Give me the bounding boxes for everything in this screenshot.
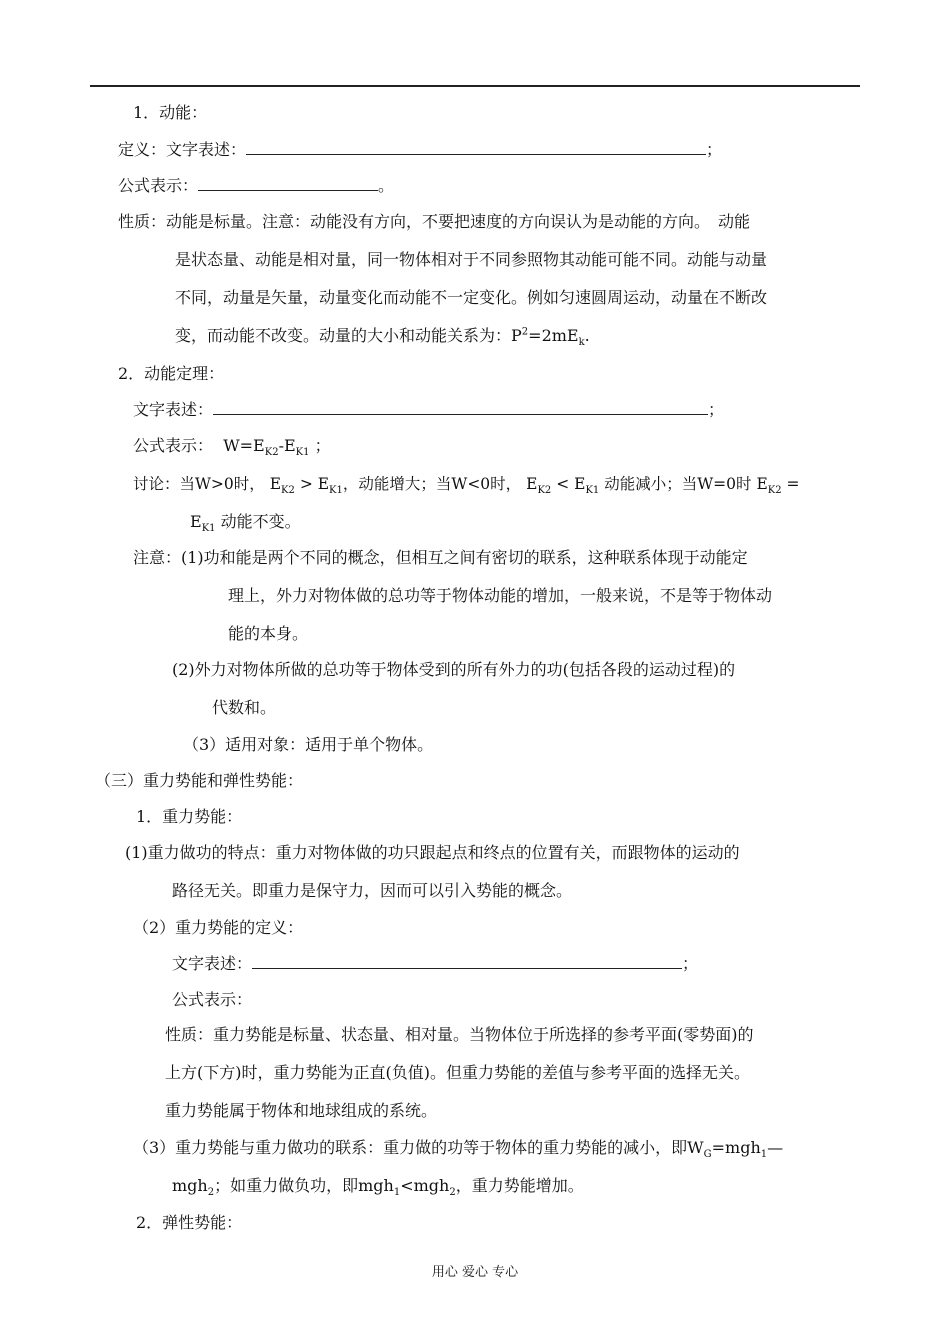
kinetic-property-1: 性质：动能是标量。注意：动能没有方向，不要把速度的方向误认为是动能的方向。 动能 xyxy=(118,212,751,231)
header-rule xyxy=(90,85,860,87)
theorem-note-2b: 代数和。 xyxy=(212,698,277,717)
gravity-property-2: 上方(下方)时，重力势能为正直(负值)。但重力势能的差值与参考平面的选择无关。 xyxy=(165,1063,750,1082)
theorem-title: 2．动能定理： xyxy=(118,364,225,383)
theorem-note-1: 注意：(1)功和能是两个不同的概念，但相互之间有密切的联系，这种联系体现于动能定 xyxy=(133,548,748,567)
page-footer: 用心 爱心 专心 xyxy=(431,1265,519,1280)
theorem-text-line: 文字表述： ； xyxy=(133,400,725,419)
gravity-potential-title: 1．重力势能： xyxy=(136,807,243,826)
kinetic-formula-line: 公式表示： 。 xyxy=(118,176,395,195)
kinetic-definition-line: 定义：文字表述： ； xyxy=(118,140,723,159)
gravity-work-relation-b: mgh$_2$；如重力做负功，即mgh$_1$<mgh$_2$，重力势能增加。 xyxy=(172,1176,584,1199)
potential-section-title: （三）重力势能和弹性势能： xyxy=(95,771,304,790)
gravity-formula-label: 公式表示： xyxy=(172,990,253,1009)
gravity-property-3: 重力势能属于物体和地球组成的系统。 xyxy=(165,1101,438,1120)
theorem-note-1c: 能的本身。 xyxy=(228,624,309,643)
elastic-potential-title: 2．弹性势能： xyxy=(136,1213,243,1232)
gravity-work-relation: （3）重力势能与重力做功的联系：重力做的功等于物体的重力势能的减小，即$W_G=mgh_1—$ xyxy=(133,1138,784,1161)
kinetic-title: 1．动能： xyxy=(133,103,208,122)
gravity-blank[interactable] xyxy=(252,954,682,969)
kinetic-property-2: 是状态量、动能是相对量，同一物体相对于不同参照物其动能可能不同。动能与动量 xyxy=(175,250,768,269)
theorem-note-1b: 理上，外力对物体做的总功等于物体动能的增加，一般来说，不是等于物体动 xyxy=(228,586,773,605)
gravity-work-feature: (1)重力做功的特点：重力对物体做的功只跟起点和终点的位置有关，而跟物体的运动的 xyxy=(125,843,740,862)
theorem-note-3: （3）适用对象：适用于单个物体。 xyxy=(183,735,434,754)
gravity-work-feature-b: 路径无关。即重力是保守力，因而可以引入势能的概念。 xyxy=(172,881,573,900)
theorem-formula-line: 公式表示： $W=E_{K2}-E_{K1}$ ； xyxy=(133,436,331,459)
definition-blank[interactable] xyxy=(246,140,706,155)
gravity-text-line: 文字表述： ； xyxy=(172,954,699,973)
theorem-discussion-2: $E_{K1}$ 动能不变。 xyxy=(190,512,301,535)
gravity-property-1: 性质：重力势能是标量、状态量、相对量。当物体位于所选择的参考平面(零势面)的 xyxy=(165,1025,754,1044)
theorem-discussion-1: 讨论：当W>0时， $E_{K2} > E_{K1}$，动能增大；当W<0时， $E_{K2} < E_{K1}$ 动能减小；当W=0时 $E_{K2}$ = xyxy=(133,475,800,497)
formula-blank[interactable] xyxy=(198,176,378,191)
kinetic-property-3: 不同，动量是矢量，动量变化而动能不一定变化。例如匀速圆周运动，动量在不断改 xyxy=(175,288,768,307)
theorem-note-2: (2)外力对物体所做的总功等于物体受到的所有外力的功(包括各段的运动过程)的 xyxy=(172,660,736,679)
gravity-potential-definition: （2）重力势能的定义： xyxy=(133,918,304,937)
kinetic-property-4: 变，而动能不改变。动量的大小和动能关系为：$P^2=2mE_k$. xyxy=(175,326,590,349)
theorem-blank[interactable] xyxy=(213,400,708,415)
